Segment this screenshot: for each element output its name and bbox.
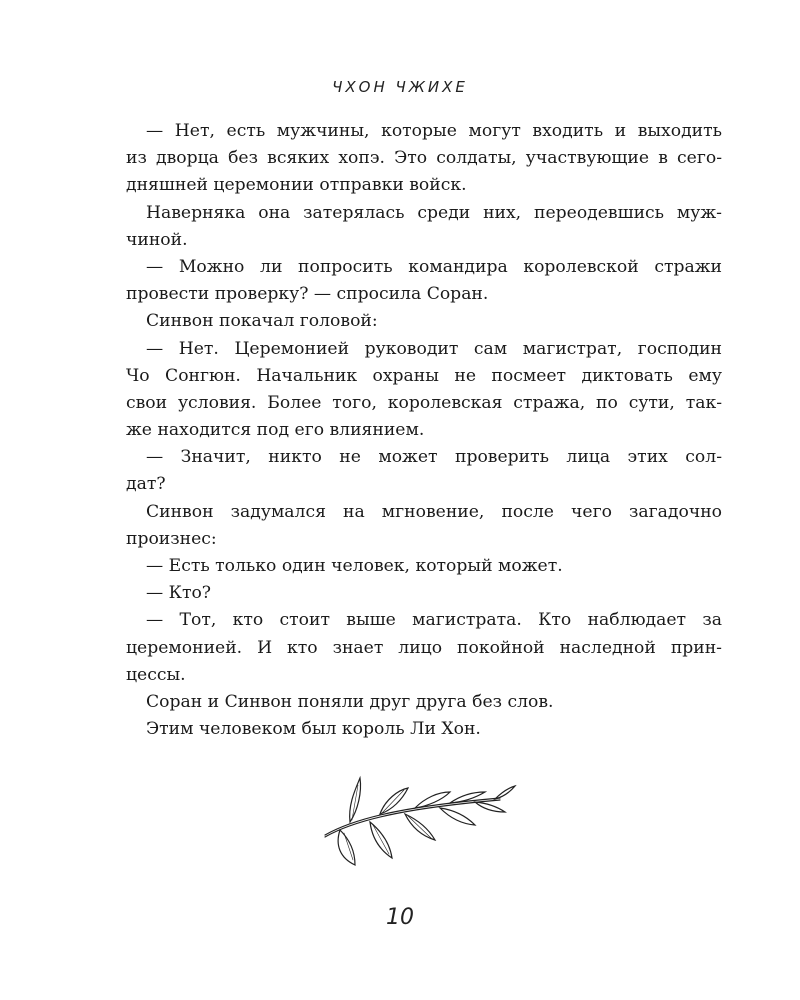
text-line: Соран и Синвон поняли друг друга без слов. [146, 691, 554, 712]
leaf-branch-icon [310, 770, 520, 870]
text-line: Чо Сонгюн. Начальник охраны не посмеет диктовать ему [126, 365, 722, 386]
text-line: цессы. [126, 664, 186, 685]
text-line: из дворца без всяких хопэ. Это солдаты, участвующие в сего- [126, 148, 722, 169]
text-line: Этим человеком был король Ли Хон. [146, 719, 481, 740]
text-line: дат? [126, 474, 166, 495]
text-line: Синвон задумался на мгновение, после чего загадочно [146, 501, 722, 522]
text-line: провести проверку? — спросила Соран. [126, 284, 489, 305]
text-line: произнес: [126, 528, 217, 549]
text-line: чиной. [126, 229, 188, 250]
text-line: же находится под его влиянием. [126, 420, 425, 441]
text-line: — Можно ли попросить командира королевской стражи [146, 256, 722, 277]
text-line: — Тот, кто стоит выше магистрата. Кто наблюдает за [146, 610, 722, 631]
text-line: дняшней церемонии отправки войск. [126, 175, 467, 196]
text-line: — Нет, есть мужчины, которые могут входить и выходить [146, 121, 722, 141]
page-number: 10 [386, 905, 414, 930]
text-line: — Есть только один человек, который может. [146, 556, 563, 576]
text-line: свои условия. Более того, королевская стража, по сути, так- [126, 392, 722, 413]
text-line: — Значит, никто не может проверить лица этих сол- [146, 447, 722, 468]
running-header: ЧХОН ЧЖИХЕ [332, 78, 468, 96]
text-line: Синвон покачал головой: [146, 311, 378, 332]
text-line: церемонией. И кто знает лицо покойной наследной прин- [126, 637, 722, 658]
text-line: — Нет. Церемонией руководит сам магистрат, господин [146, 338, 722, 359]
body-text [126, 118, 722, 743]
text-line: — Кто? [146, 583, 212, 604]
text-line: Наверняка она затерялась среди них, переодевшись муж- [146, 202, 722, 223]
